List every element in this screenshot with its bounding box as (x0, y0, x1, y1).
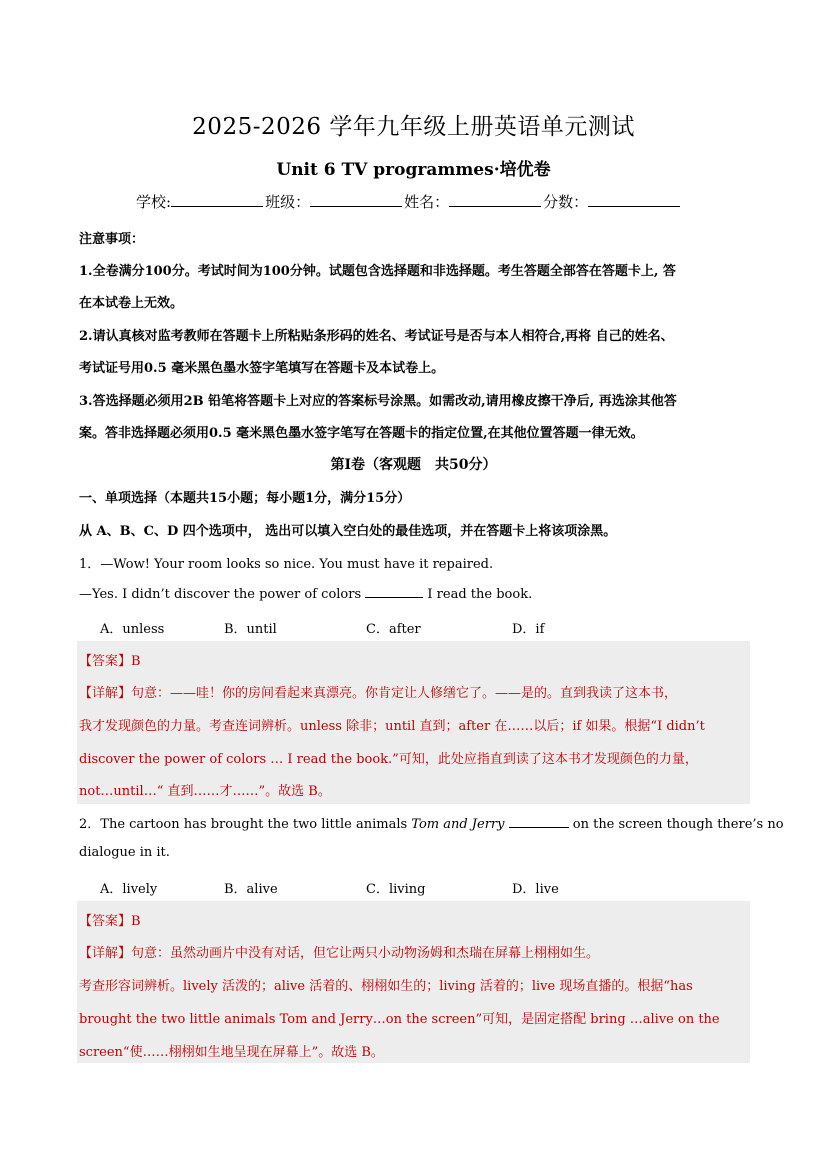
note-1-line-1: 1.全卷满分100分。考试时间为100分钟。试题包含选择题和非选择题。考生答题全部答在答题卡上, 答 (79, 264, 676, 279)
class-blank[interactable] (310, 192, 402, 207)
q2-option-a[interactable]: A．lively (100, 882, 158, 897)
q1-option-c[interactable]: C．after (366, 622, 421, 637)
q1-option-b[interactable]: B．until (224, 622, 277, 637)
q2-stem-line-1 (79, 813, 784, 832)
q2-explanation-line-2: 考查形容词辨析。lively 活泼的；alive 活着的、栩栩如生的；living 活着的；live 现场直播的。根据“has (79, 979, 693, 994)
q1-option-d[interactable]: D．if (512, 622, 545, 637)
q2-answer-blank (509, 815, 569, 828)
q1-stem-part-a: —Yes. I didn’t discover the power of colors (79, 587, 366, 602)
q2-explanation-line-3: brought the two little animals Tom and Jerry…on the screen”可知，是固定搭配 bring …alive on the (79, 1012, 720, 1027)
note-2-line-2: 考试证号用0.5 毫米黑色墨水签字笔填写在答题卡及本试卷上。 (79, 361, 445, 376)
score-blank[interactable] (588, 192, 680, 207)
q2-stem-part-b: on the screen though there’s no (568, 817, 784, 832)
q2-stem-part-a: 2．The cartoon has brought the two little animals (79, 817, 412, 832)
note-2-line-1: 2.请认真核对监考教师在答题卡上所粘贴条形码的姓名、考试证号是否与本人相符合,再将 自己的姓名、 (79, 329, 674, 344)
school-label: 学校: (136, 193, 172, 211)
name-label: 姓名： (404, 193, 450, 211)
q1-answer: 【答案】B (79, 654, 141, 669)
q1-option-a[interactable]: A．unless (100, 622, 165, 637)
q1-answer-blank (365, 585, 423, 598)
part-title: 一、单项选择（本题共15小题；每小题1分，满分15分） (79, 491, 411, 506)
notes-heading: 注意事项： (79, 232, 145, 247)
part-instruction: 从 A、B、C、D 四个选项中， 选出可以填入空白处的最佳选项，并在答题卡上将该项涂黑。 (79, 524, 617, 539)
q2-option-b[interactable]: B．alive (224, 882, 278, 897)
note-1-line-2: 在本试卷上无效。 (79, 296, 184, 311)
note-3-line-1: 3.答选择题必须用2B 铅笔将答题卡上对应的答案标号涂黑。如需改动,请用橡皮擦干净后, 再选涂其他答 (79, 394, 677, 409)
q1-stem-line-2 (79, 585, 532, 602)
exam-title: 2025-2026 学年九年级上册英语单元测试 (192, 114, 635, 140)
q1-stem-line-1: 1．—Wow! Your room looks so nice. You must have it repaired. (79, 557, 494, 572)
q1-explanation-line-2: 我才发现颜色的力量。考查连词辨析。unless 除非；until 直到；after 在……以后；if 如果。根据“I didn’t (79, 719, 705, 734)
q2-stem-line-2: dialogue in it. (79, 845, 170, 860)
exam-subtitle: Unit 6 TV programmes·培优卷 (276, 160, 551, 180)
q1-stem-part-b: I read the book. (423, 587, 533, 602)
q2-stem-italic: Tom and Jerry (411, 817, 505, 832)
q2-option-d[interactable]: D．live (512, 882, 559, 897)
q2-explanation-line-1: 【详解】句意：虽然动画片中没有对话，但它让两只小动物汤姆和杰瑞在屏幕上栩栩如生。 (79, 946, 600, 961)
q1-explanation-line-3: discover the power of colors … I read the book.”可知，此处应指直到读了这本书才发现颜色的力量， (79, 752, 698, 767)
q1-explanation-line-4: not…until…“ 直到……才……”。故选 B。 (79, 784, 331, 799)
class-label: 班级： (265, 193, 311, 211)
volume-title: 第Ⅰ卷（客观题 共50分） (330, 457, 497, 473)
score-label: 分数： (543, 193, 589, 211)
name-blank[interactable] (449, 192, 541, 207)
q1-explanation-line-1: 【详解】句意：——哇！你的房间看起来真漂亮。你肯定让人修缮它了。——是的。直到我读了这本书， (79, 686, 678, 701)
q2-explanation-line-4: screen“使……栩栩如生地呈现在屏幕上”。故选 B。 (79, 1045, 384, 1060)
student-info-row (136, 191, 682, 212)
q2-answer: 【答案】B (79, 914, 141, 929)
q2-option-c[interactable]: C．living (366, 882, 426, 897)
note-3-line-2: 案。答非选择题必须用0.5 毫米黑色墨水签字笔写在答题卡的指定位置,在其他位置答题一律无效。 (79, 426, 644, 441)
school-blank[interactable] (171, 192, 263, 207)
